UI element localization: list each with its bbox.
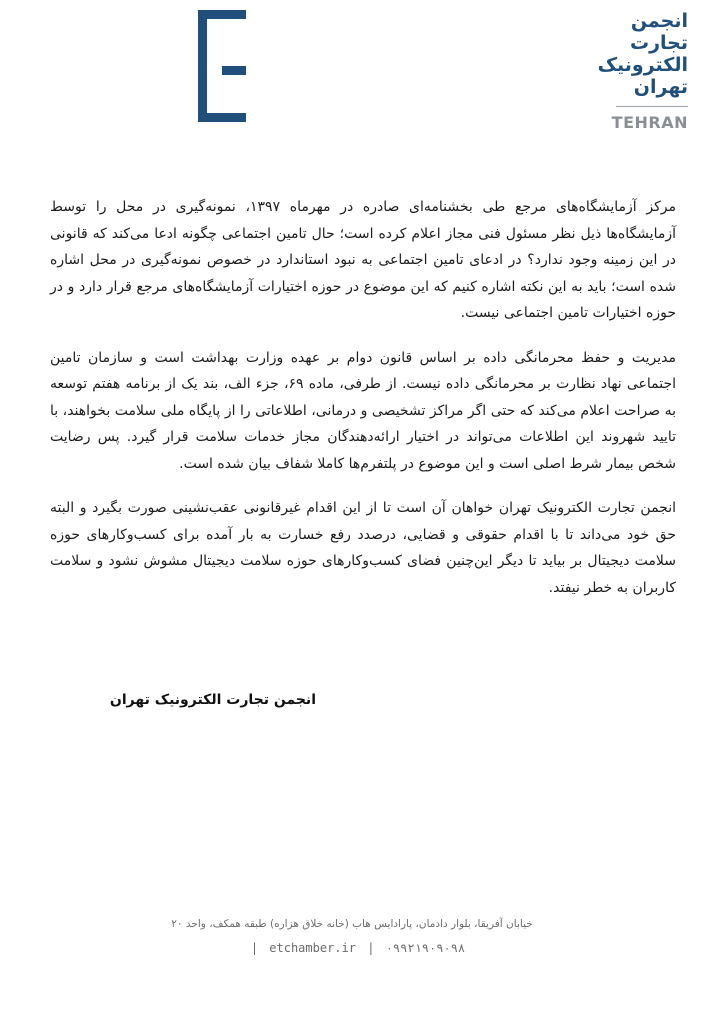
footer-address: [0, 918, 724, 930]
brand-line-2: تجارت: [630, 32, 688, 54]
letter-body: [50, 194, 676, 619]
letter-e-logo-icon: [198, 10, 250, 122]
brand-line-4: تهران: [633, 76, 688, 98]
signature-text: انجمن تجارت الکترونیک تهران: [109, 692, 316, 708]
paragraph-3: انجمن تجارت الکترونیک تهران خواهان آن است تا از این اقدام غیرقانونی عقب‌نشینی صورت بگیرد و البته حق خود می‌داند تا با اقدام حقوقی و قضایی، درصدد رفع خسارت به بار آمده برای کسب‌وکارهای حوزه سلامت دیجیتال بر بیاید تا دیگر این‌چنین فضای کسب‌وکارهای حوزه سلامت دیجیتال مشوش نشود و سلامت کاربران به خطر نیفتد.: [50, 500, 676, 596]
paragraph-1: مرکز آزمایشگاه‌های مرجع طی بخشنامه‌ای صادره در مهرماه ۱۳۹۷، نمونه‌گیری در محل را توسط آزمایشگاه‌ها ذیل نظر مسئول فنی مجاز اعلام کرده است؛ حال تامین اجتماعی چگونه ادعا می‌کند که قانونی در این زمینه وجود ندارد؟ در ادعای تامین اجتماعی به نبود استاندارد در خصوص نمونه‌گیری در محل اشاره شده است؛ باید به این نکته اشاره کنیم که این موضوع در حوزه اختیارات آزمایشگاه‌های مرجع قرار دارد و در حوزه اختیارات تامین اجتماعی نیست.: [50, 199, 676, 321]
brand-logo: [568, 10, 688, 132]
phone-number: ۰۹۹۲۱۹۰۹۰۹۸: [385, 941, 466, 955]
brand-line-1: انجمن: [630, 10, 688, 32]
brand-city: TEHRAN: [611, 113, 688, 132]
brand-line-3: الکترونیک: [597, 54, 688, 76]
website-link[interactable]: etchamber.ir: [269, 941, 356, 955]
footer-separator: |: [367, 941, 375, 955]
paragraph-2: مدیریت و حفظ محرمانگی داده بر اساس قانون دوام بر عهده وزارت بهداشت است و سازمان تامین اجتماعی نهاد نظارت بر محرمانگی داده نیست. از طرفی، ماده ۶۹، جزء الف، بند یک از برنامه هفتم توسعه به صراحت اعلام می‌کند که حتی اگر مراکز تشخیصی و درمانی، اطلاعاتی را از پایگاه ملی سلامت بخواهند، با تایید شهروند این اطلاعات می‌تواند در اختیار ارائه‌دهندگان مجاز خدمات سلامت قرار گیرد. پس رضایت شخص بیمار شرط اصلی است و این موضوع در پلتفرم‌ها کاملا شفاف بیان شده است.: [50, 349, 677, 472]
footer-separator: |: [250, 941, 259, 955]
brand-divider: [616, 106, 688, 107]
footer-contact: [0, 941, 724, 955]
address-text: خیابان آفریقا، بلوار دادمان، پارادایس هاب (خانه خلاق هزاره) طبقه همکف، واحد ۲۰: [171, 918, 533, 930]
